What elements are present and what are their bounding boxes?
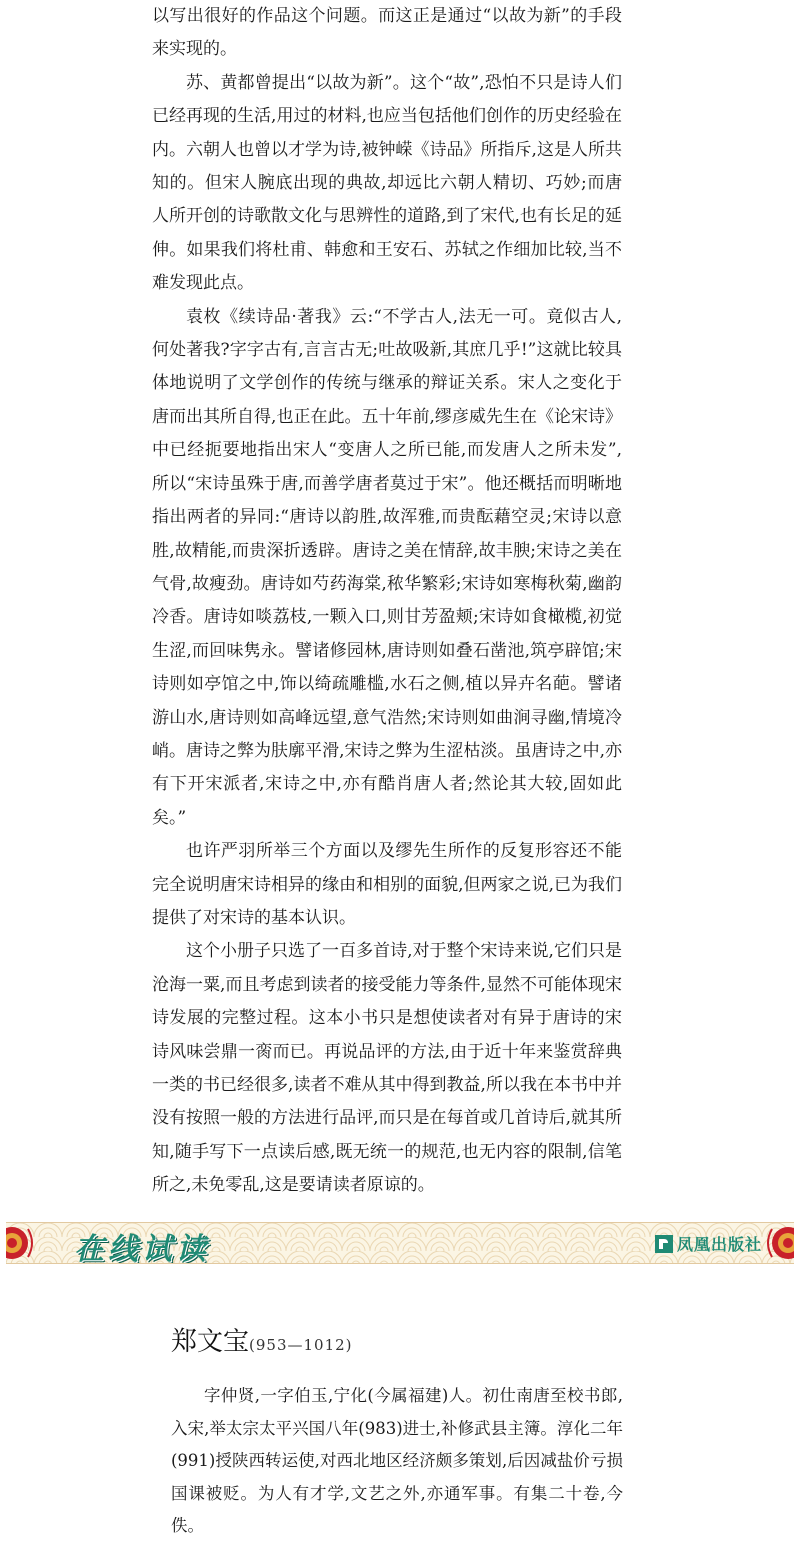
publisher-logo [655,1232,762,1255]
author-name: 郑文宝 [171,1327,250,1357]
author-bio [171,1380,623,1543]
flower-ornament-icon [6,1223,54,1263]
author-heading [171,1325,353,1362]
paragraph: 苏、黄都曾提出“以故为新”。这个“故”,恐怕不只是诗人们已经再现的生活,用过的材料,也应当包括他们创作的历史经验在内。六朝人也曾以才学为诗,被钟嵘《诗品》所指斥,这是人所共知的。但宋人腕底出现的典故,却远比六朝人精切、巧妙;而唐人所开创的诗歌散文化与思辨性的道路,到了宋代,也有长足的延伸。如果我们将杜甫、韩愈和王安石、苏轼之作细加比较,当不难发现此点。 [152,72,622,294]
phoenix-logo-icon [655,1235,673,1253]
publisher-name: 凤凰出版社 [676,1235,762,1254]
preface-text [152,0,622,1203]
author-dates: (953—1012) [249,1336,353,1354]
paragraph: 这个小册子只选了一百多首诗,对于整个宋诗来说,它们只是沧海一粟,而且考虑到读者的接受能力等条件,显然不可能体现宋诗发展的完整过程。这本小书只是想使读者对有异于唐诗的宋诗风味尝鼎一脔而已。再说品评的方法,由于近十年来鉴赏辞典一类的书已经很多,读者不难从其中得到教益,所以我在本书中并没有按照一般的方法进行品评,而只是在每首或几首诗后,就其所知,随手写下一点读后感,既无统一的规范,也无内容的限制,信笔所之,未免零乱,这是要请读者原谅的。 [152,941,622,1196]
paragraph: 字仲贤,一字伯玉,宁化(今属福建)人。初仕南唐至校书郎,入宋,举太宗太平兴国八年(983)进士,补修武县主簿。淳化二年(991)授陕西转运使,对西北地区经济颇多策划,后因减盐价亏损国课被贬。为人有才学,文艺之外,亦通军事。有集二十卷,今佚。 [171,1386,623,1535]
paragraph: 以写出很好的作品这个问题。而这正是通过“以故为新”的手段来实现的。 [152,6,622,60]
paragraph: 也许严羽所举三个方面以及缪先生所作的反复形容还不能完全说明唐宋诗相异的缘由和相别的面貌,但两家之说,已为我们提供了对宋诗的基本认识。 [152,841,622,928]
paragraph: 袁枚《续诗品·著我》云:“不学古人,法无一可。竟似古人,何处著我?字字古有,言言古无;吐故吸新,其庶几乎!”这就比较具体地说明了文学创作的传统与继承的辩证关系。宋人之变化于唐而出其所自得,也正在此。五十年前,缪彦威先生在《论宋诗》中已经扼要地指出宋人“变唐人之所已能,而发唐人之所未发”,所以“宋诗虽殊于唐,而善学唐者莫过于宋”。他还概括而明晰地指出两者的异同:“唐诗以韵胜,故浑雅,而贵酝藉空灵;宋诗以意胜,故精能,而贵深折透辟。唐诗之美在情辞,故丰腴;宋诗之美在气骨,故瘦劲。唐诗如芍药海棠,秾华繁彩;宋诗如寒梅秋菊,幽韵冷香。唐诗如啖荔枝,一颗入口,则甘芳盈颊;宋诗如食橄榄,初觉生涩,而回味隽永。譬诸修园林,唐诗则如叠石凿池,筑亭辟馆;宋诗则如亭馆之中,饰以绮疏雕槛,水石之侧,植以异卉名葩。譬诸游山水,唐诗则如高峰远望,意气浩然;宋诗则如曲涧寻幽,情境冷峭。唐诗之弊为肤廓平滑,宋诗之弊为生涩枯淡。虽唐诗之中,亦有下开宋派者,宋诗之中,亦有酷肖唐人者;然论其大较,固如此矣。” [152,306,622,828]
banner-title: 在线试读 [74,1232,210,1264]
online-preview-banner [6,1222,794,1264]
